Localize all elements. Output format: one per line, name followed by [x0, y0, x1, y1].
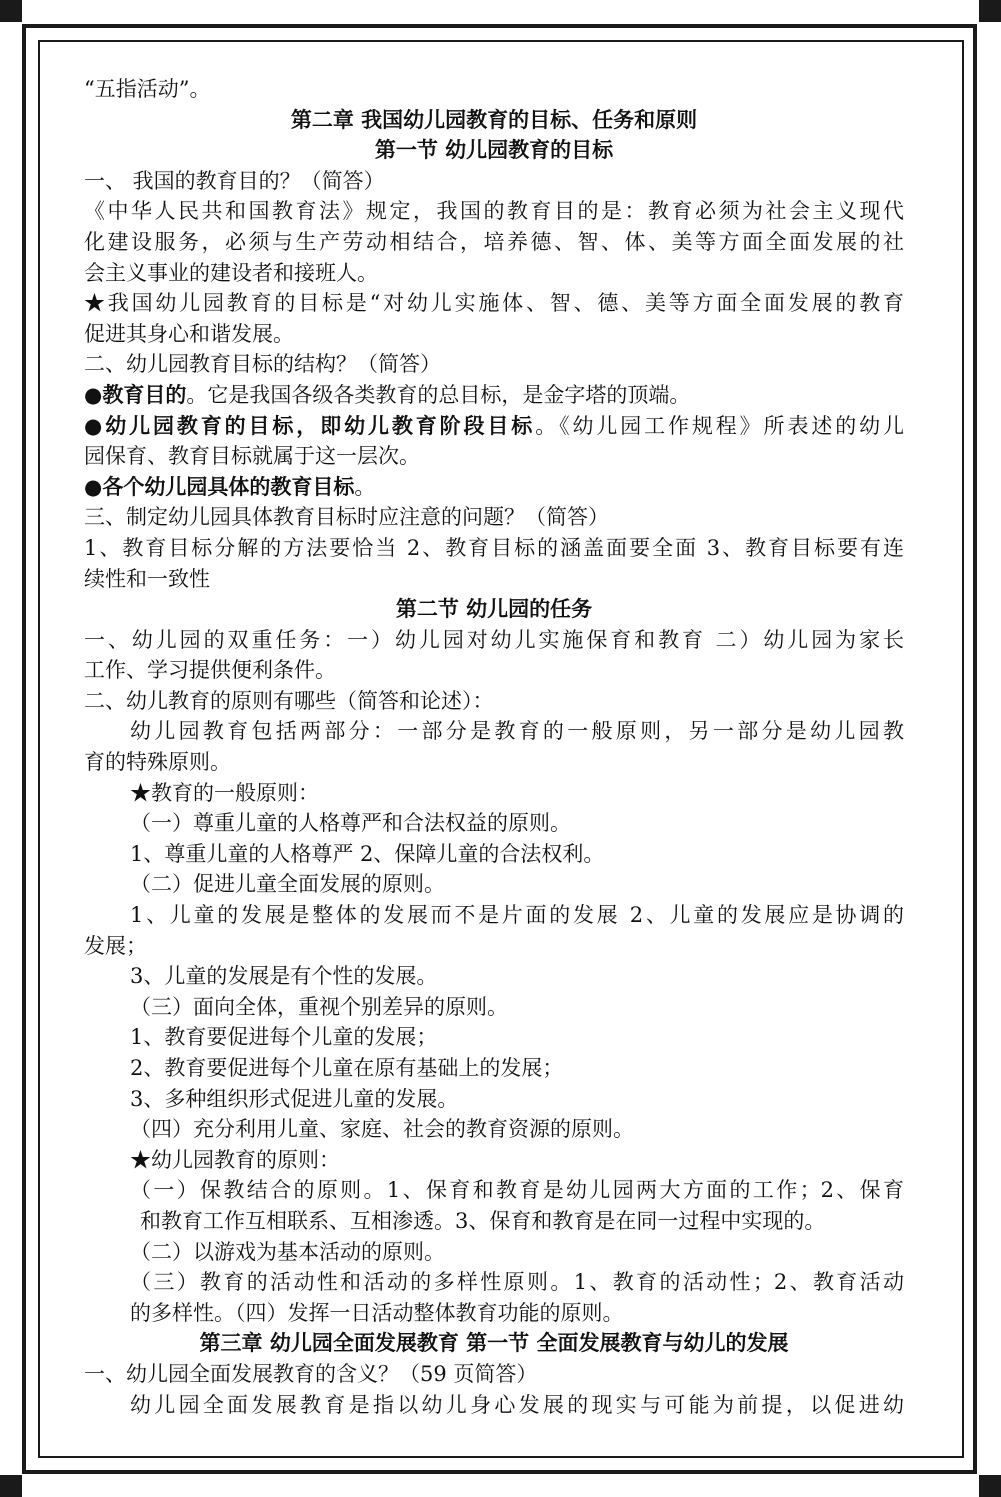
bullet-text: 。它是我国各级各类教育的总目标，是金字塔的顶端。	[186, 382, 691, 407]
bullet-term: ●各个幼儿园具体的教育目标	[84, 473, 355, 499]
text-line: （三）教育的活动性和活动的多样性原则。1、教育的活动性；2、教育活动	[130, 1270, 904, 1295]
frame-corner	[979, 1475, 1001, 1497]
star-heading: ★教育的一般原则：	[130, 780, 319, 805]
text-line: 和教育工作互相联系、互相渗透。3、保育和教育是在同一过程中实现的。	[140, 1208, 826, 1233]
bullet-text: 。	[354, 474, 376, 499]
text-line: 1、教育要促进每个儿童的发展；	[130, 1025, 438, 1050]
frame-corner	[0, 0, 22, 22]
question-heading: 一、幼儿园全面发展教育的含义？（59 页简答）	[84, 1361, 538, 1386]
principle-heading: （三）面向全体，重视个别差异的原则。	[130, 994, 508, 1019]
principle-heading: （二）促进儿童全面发展的原则。	[130, 872, 445, 897]
text-line: 工作、学习提供便利条件。	[84, 658, 336, 683]
bullet-line	[84, 411, 904, 442]
text-line: 发展；	[84, 933, 147, 958]
question-heading: 二、幼儿园教育目标的结构？（简答）	[84, 352, 441, 377]
bullet-line	[84, 472, 904, 503]
question-heading: 二、幼儿教育的原则有哪些（简答和论述）：	[84, 688, 494, 713]
star-heading: ★幼儿园教育的原则：	[130, 1147, 340, 1172]
section-heading: 第二节 幼儿园的任务	[395, 596, 593, 622]
text-line: 3、儿童的发展是有个性的发展。	[130, 964, 438, 989]
text-line: 2、教育要促进每个儿童在原有基础上的发展；	[130, 1056, 564, 1080]
text-line: 1、教育目标分解的方法要恰当 2、教育目标的涵盖面要全面 3、教育目标要有连	[84, 535, 904, 560]
bullet-term: ●教育目的	[84, 381, 187, 407]
chapter-heading: 第二章 我国幼儿园教育的目标、任务和原则	[290, 106, 698, 132]
frame-corner	[0, 1475, 22, 1497]
text-line: 续性和一致性	[84, 566, 210, 591]
principle-heading: （一）尊重儿童的人格尊严和合法权益的原则。	[130, 811, 571, 836]
text-line: 幼儿园教育包括两部分：一部分是教育的一般原则，另一部分是幼儿园教	[130, 719, 904, 744]
question-heading: 一、 我国的教育目的？（简答）	[84, 168, 385, 193]
text-line: 3、多种组织形式促进儿童的发展。	[130, 1086, 459, 1111]
text-line: 一、幼儿园的双重任务：一）幼儿园对幼儿实施保育和教育 二）幼儿园为家长	[84, 627, 904, 652]
text-line: 1、儿童的发展是整体的发展而不是片面的发展 2、儿童的发展应是协调的	[130, 903, 904, 928]
text-line: ★我国幼儿园教育的目标是“对幼儿实施体、智、德、美等方面全面发展的教育	[84, 291, 904, 316]
document-body	[84, 74, 904, 1420]
text-line: 的多样性。（四）发挥一日活动整体教育功能的原则。	[130, 1300, 624, 1325]
question-heading: 三、制定幼儿园具体教育目标时应注意的问题？（简答）	[84, 505, 609, 530]
text-line: 园保育、教育目标就属于这一层次。	[84, 444, 420, 469]
text-line: 《中华人民共和国教育法》规定，我国的教育目的是：教育必须为社会主义现代	[84, 199, 904, 224]
frame-corner	[979, 0, 1001, 22]
text-line: 育的特殊原则。	[84, 750, 231, 775]
text-line: 会主义事业的建设者和接班人。	[84, 260, 378, 285]
text-line: 化建设服务，必须与生产劳动相结合，培养德、智、体、美等方面全面发展的社	[84, 229, 904, 254]
text-line: 促进其身心和谐发展。	[84, 321, 294, 346]
text-line: 1、尊重儿童的人格尊严 2、保障儿童的合法权利。	[130, 841, 605, 866]
text-line: “五指活动”。	[84, 77, 211, 101]
bullet-line	[84, 380, 904, 411]
bullet-text: 。《幼儿园工作规程》所表述的幼儿	[535, 413, 904, 438]
principle-heading: （四）充分利用儿童、家庭、社会的教育资源的原则。	[130, 1117, 634, 1142]
principle-heading: （二）以游戏为基本活动的原则。	[130, 1239, 445, 1264]
chapter-heading: 第三章 幼儿园全面发展教育 第一节 全面发展教育与幼儿的发展	[199, 1330, 789, 1356]
text-line: 幼儿园全面发展教育是指以幼儿身心发展的现实与可能为前提，以促进幼	[130, 1392, 904, 1417]
section-heading: 第一节 幼儿园教育的目标	[374, 137, 614, 163]
text-line: （一）保教结合的原则。1、保育和教育是幼儿园两大方面的工作；2、保育	[130, 1178, 904, 1203]
bullet-term: ●幼儿园教育的目标，即幼儿教育阶段目标	[84, 412, 536, 438]
